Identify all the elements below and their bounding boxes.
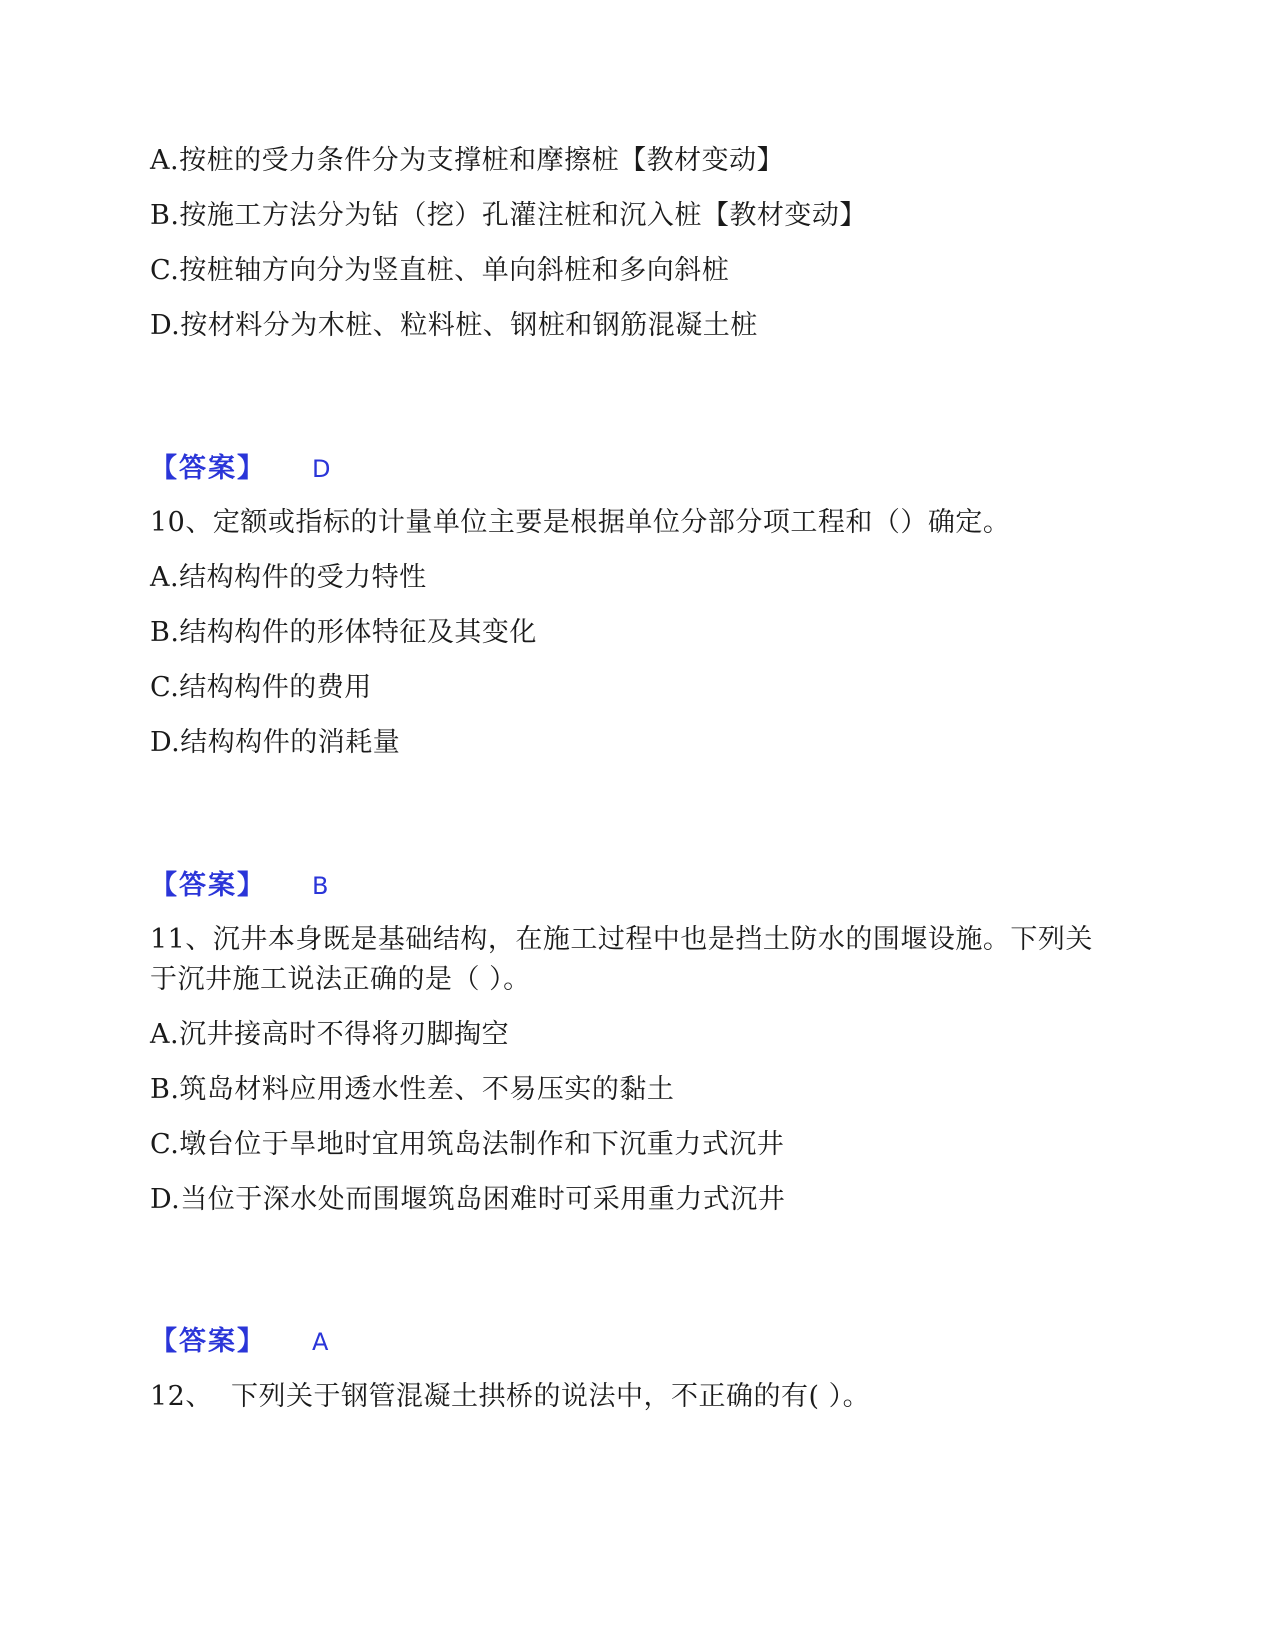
- q9-option-a: A.按桩的受力条件分为支撑桩和摩擦桩【教材变动】: [150, 145, 785, 176]
- q9-option-c: C.按桩轴方向分为竖直桩、单向斜桩和多向斜桩: [150, 255, 730, 286]
- q11-option-a: A.沉井接高时不得将刃脚掏空: [150, 1019, 510, 1050]
- q9-option-b: B.按施工方法分为钻（挖）孔灌注桩和沉入桩【教材变动】: [150, 200, 867, 231]
- answer-value: A: [312, 1328, 329, 1356]
- answer-value: B: [312, 872, 329, 900]
- q10-option-c: C.结构构件的费用: [150, 672, 372, 703]
- q9-option-d: D.按材料分为木桩、粒料桩、钢桩和钢筋混凝土桩: [150, 310, 758, 341]
- answer-label: 【答案】: [150, 870, 266, 901]
- q10-option-a: A.结构构件的受力特性: [150, 562, 427, 593]
- q11-answer: [150, 1325, 328, 1359]
- q10-answer: [150, 869, 328, 903]
- q10-stem: 10、定额或指标的计量单位主要是根据单位分部分项工程和（）确定。: [150, 507, 1011, 538]
- answer-label: 【答案】: [150, 1326, 266, 1357]
- q11-option-b: B.筑岛材料应用透水性差、不易压实的黏土: [150, 1074, 675, 1105]
- q9-answer: [150, 452, 330, 486]
- q12-stem: 12、 下列关于钢管混凝土拱桥的说法中，不正确的有( ）。: [150, 1381, 871, 1412]
- q10-option-b: B.结构构件的形体特征及其变化: [150, 617, 537, 648]
- q11-stem: 11、沉井本身既是基础结构，在施工过程中也是挡土防水的围堰设施。下列关于沉井施工说法正确的是（ ）。: [150, 924, 1093, 995]
- answer-label: 【答案】: [150, 453, 266, 484]
- q11-option-d: D.当位于深水处而围堰筑岛困难时可采用重力式沉井: [150, 1184, 786, 1215]
- answer-value: D: [312, 455, 331, 483]
- q10-option-d: D.结构构件的消耗量: [150, 727, 401, 758]
- q11-option-c: C.墩台位于旱地时宜用筑岛法制作和下沉重力式沉井: [150, 1129, 785, 1160]
